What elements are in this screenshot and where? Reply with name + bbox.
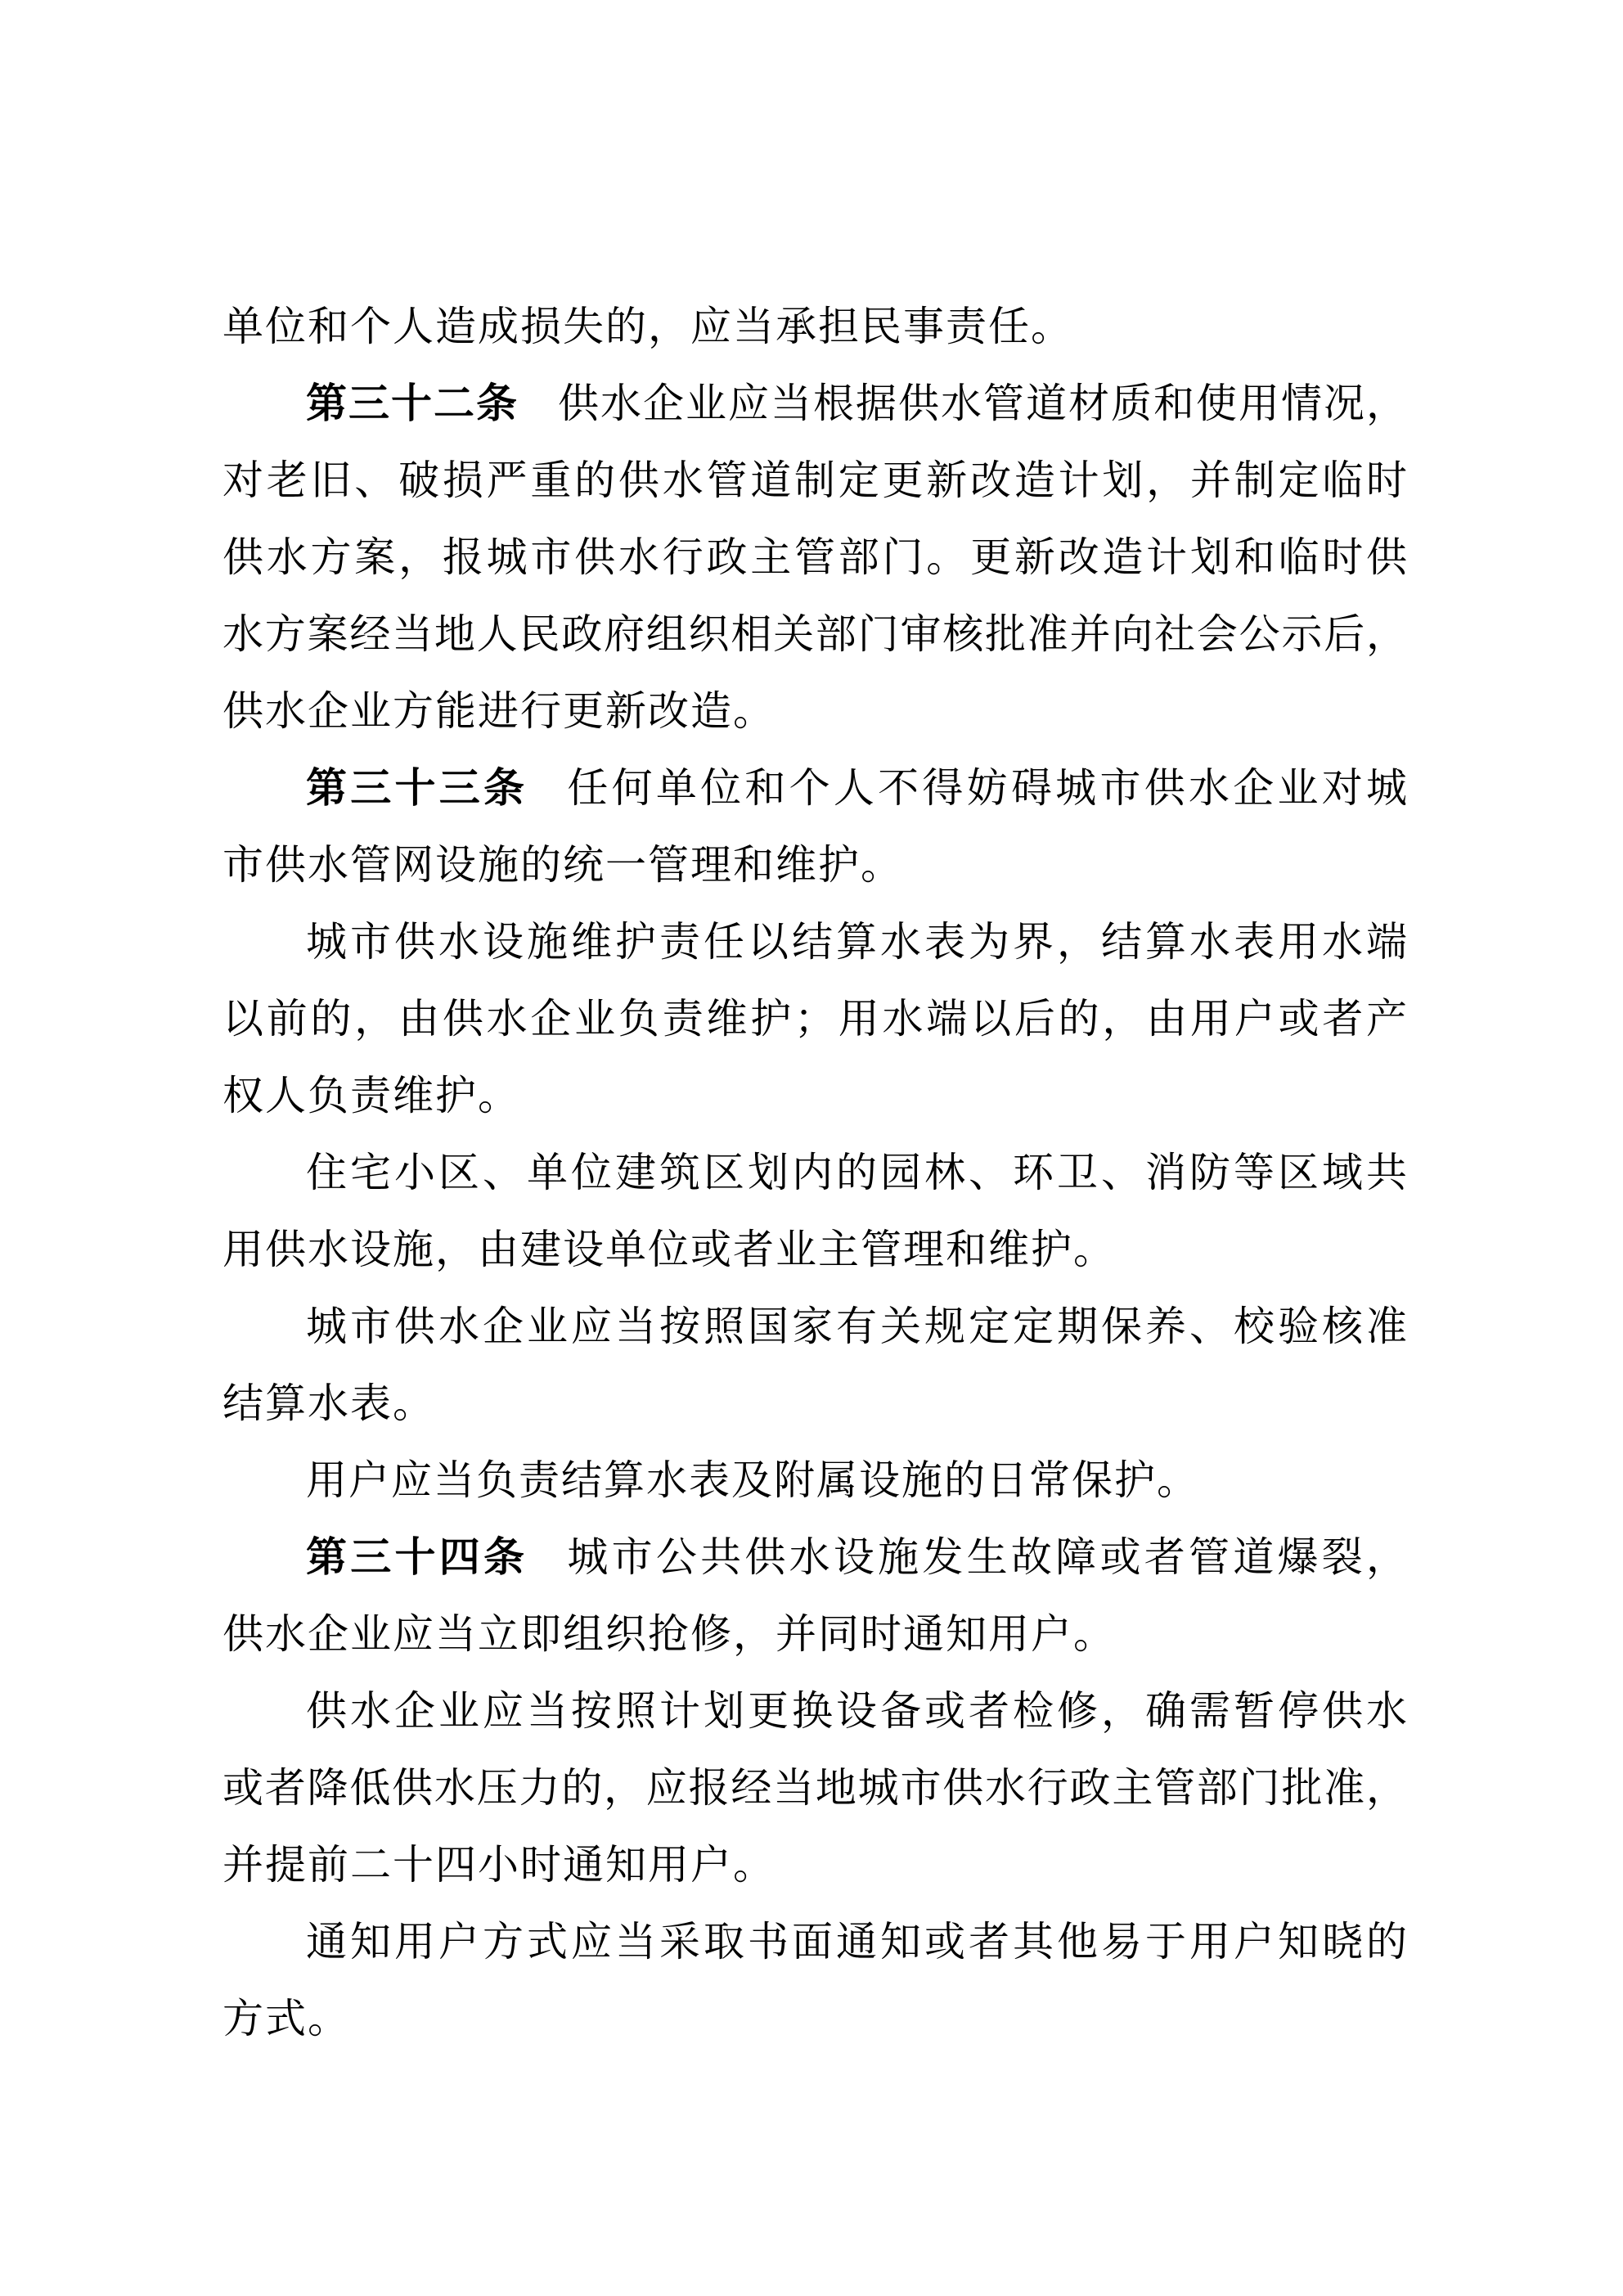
line-text: 用户应当负责结算水表及附属设施的日常保护。 xyxy=(306,1456,1199,1504)
line-text: 用供水设施，由建设单位或者业主管理和维护。 xyxy=(223,1226,1116,1273)
line-text: 任何单位和个人不得妨碍城市供水企业对城 xyxy=(567,764,1408,812)
line-text: 市供水管网设施的统一管理和维护。 xyxy=(223,841,903,889)
line-text: 方式。 xyxy=(223,1995,350,2042)
text-line xyxy=(223,826,1407,903)
line-text: 结算水表。 xyxy=(223,1380,435,1427)
text-line xyxy=(223,596,1407,673)
article-number: 第三十四条 xyxy=(306,1533,528,1581)
text-line xyxy=(223,1596,1407,1672)
text-line xyxy=(223,519,1407,596)
line-text: 通知用户方式应当采取书面通知或者其他易于用户知晓的 xyxy=(306,1918,1407,1965)
article-opening-line xyxy=(223,1519,1407,1596)
line-text: 以前的，由供水企业负责维护；用水端以后的，由用户或者产 xyxy=(223,995,1407,1042)
text-line xyxy=(223,442,1407,519)
line-text: 供水企业应当根据供水管道材质和使用情况， xyxy=(558,380,1407,427)
text-line xyxy=(223,1442,1407,1519)
text-line xyxy=(223,1903,1407,1980)
article-number: 第三十三条 xyxy=(306,764,528,812)
line-text: 权人负责维护。 xyxy=(223,1072,520,1119)
article-opening-line xyxy=(223,750,1407,826)
text-line xyxy=(223,980,1407,1057)
line-text: 城市供水企业应当按照国家有关规定定期保养、校验核准 xyxy=(306,1303,1407,1350)
line-text: 供水企业方能进行更新改造。 xyxy=(223,687,776,735)
line-text: 或者降低供水压力的，应报经当地城市供水行政主管部门批准， xyxy=(223,1764,1407,1812)
text-line xyxy=(223,1057,1407,1134)
text-line xyxy=(223,1288,1407,1365)
text-line xyxy=(223,288,1407,365)
line-text: 住宅小区、单位建筑区划内的园林、环卫、消防等区域共 xyxy=(306,1149,1407,1196)
line-text: 单位和个人造成损失的，应当承担民事责任。 xyxy=(223,303,1073,350)
text-line xyxy=(223,1749,1407,1826)
article-opening-line xyxy=(223,365,1407,442)
text-line xyxy=(223,1980,1407,2057)
text-line xyxy=(223,1211,1407,1288)
line-text: 水方案经当地人民政府组织相关部门审核批准并向社会公示后， xyxy=(223,610,1407,658)
line-text: 城市供水设施维护责任以结算水表为界，结算水表用水端 xyxy=(306,918,1407,966)
text-line xyxy=(223,903,1407,980)
line-text: 供水企业应当立即组织抢修，并同时通知用户。 xyxy=(223,1610,1116,1658)
line-text: 对老旧、破损严重的供水管道制定更新改造计划，并制定临时 xyxy=(223,457,1407,504)
line-text: 供水企业应当按照计划更换设备或者检修，确需暂停供水 xyxy=(306,1687,1407,1735)
text-line xyxy=(223,1826,1407,1903)
text-line xyxy=(223,673,1407,750)
document-body xyxy=(223,288,1407,2057)
line-text: 并提前二十四小时通知用户。 xyxy=(223,1841,776,1889)
text-line xyxy=(223,1134,1407,1211)
text-line xyxy=(223,1672,1407,1749)
line-text: 供水方案，报城市供水行政主管部门。更新改造计划和临时供 xyxy=(223,533,1407,581)
line-text: 城市公共供水设施发生故障或者管道爆裂， xyxy=(567,1533,1408,1581)
text-line xyxy=(223,1365,1407,1442)
article-number: 第三十二条 xyxy=(306,380,519,427)
